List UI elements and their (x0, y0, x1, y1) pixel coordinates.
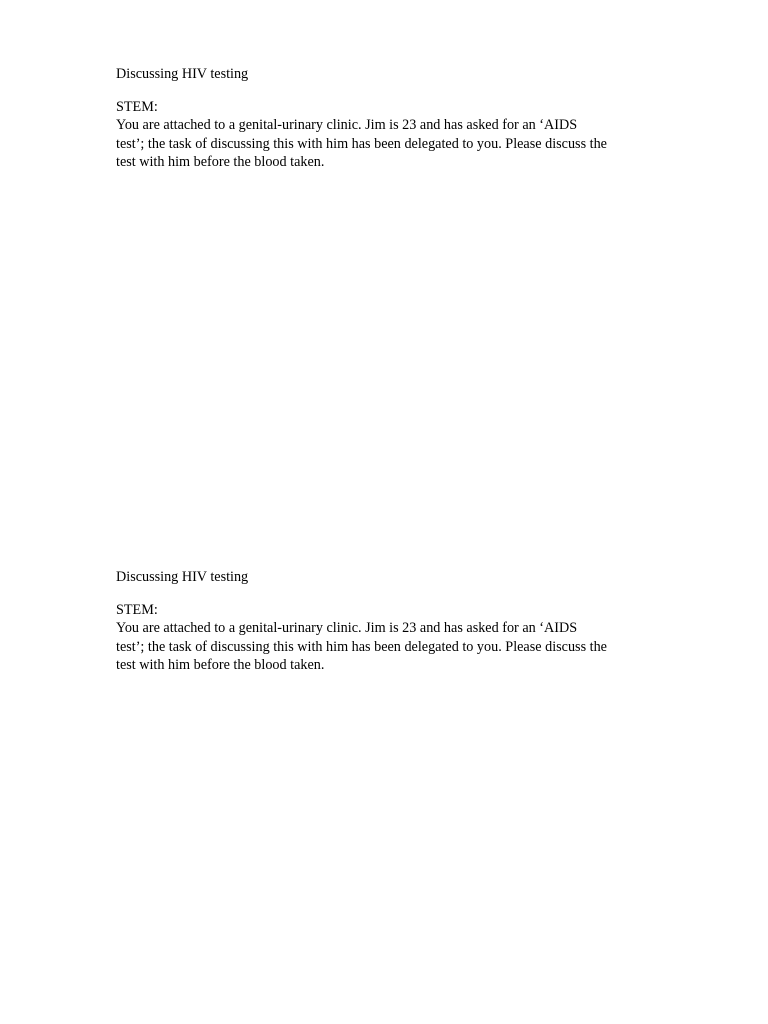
stem-label: STEM: (116, 98, 158, 115)
stem-paragraph (116, 619, 676, 675)
stem-line: test’; the task of discussing this with him has been delegated to you. Please discuss the (116, 135, 607, 152)
stem-line: test with him before the blood taken. (116, 657, 325, 673)
stem-label: STEM: (116, 601, 158, 618)
section-title: Discussing HIV testing (116, 66, 249, 82)
stem-line: test’; the task of discussing this with him has been delegated to you. Please discuss the (116, 638, 607, 655)
document-section-2 (116, 568, 676, 675)
paragraph-spacer (116, 84, 676, 98)
stem-paragraph (116, 116, 676, 172)
document-section-1 (116, 65, 676, 172)
stem-line: You are attached to a genital-urinary clinic. Jim is 23 and has asked for an ‘AIDS (116, 620, 578, 636)
stem-line: test with him before the blood taken. (116, 154, 325, 170)
section-title: Discussing HIV testing (116, 569, 249, 585)
paragraph-spacer (116, 587, 676, 601)
stem-line: You are attached to a genital-urinary clinic. Jim is 23 and has asked for an ‘AIDS (116, 117, 578, 133)
